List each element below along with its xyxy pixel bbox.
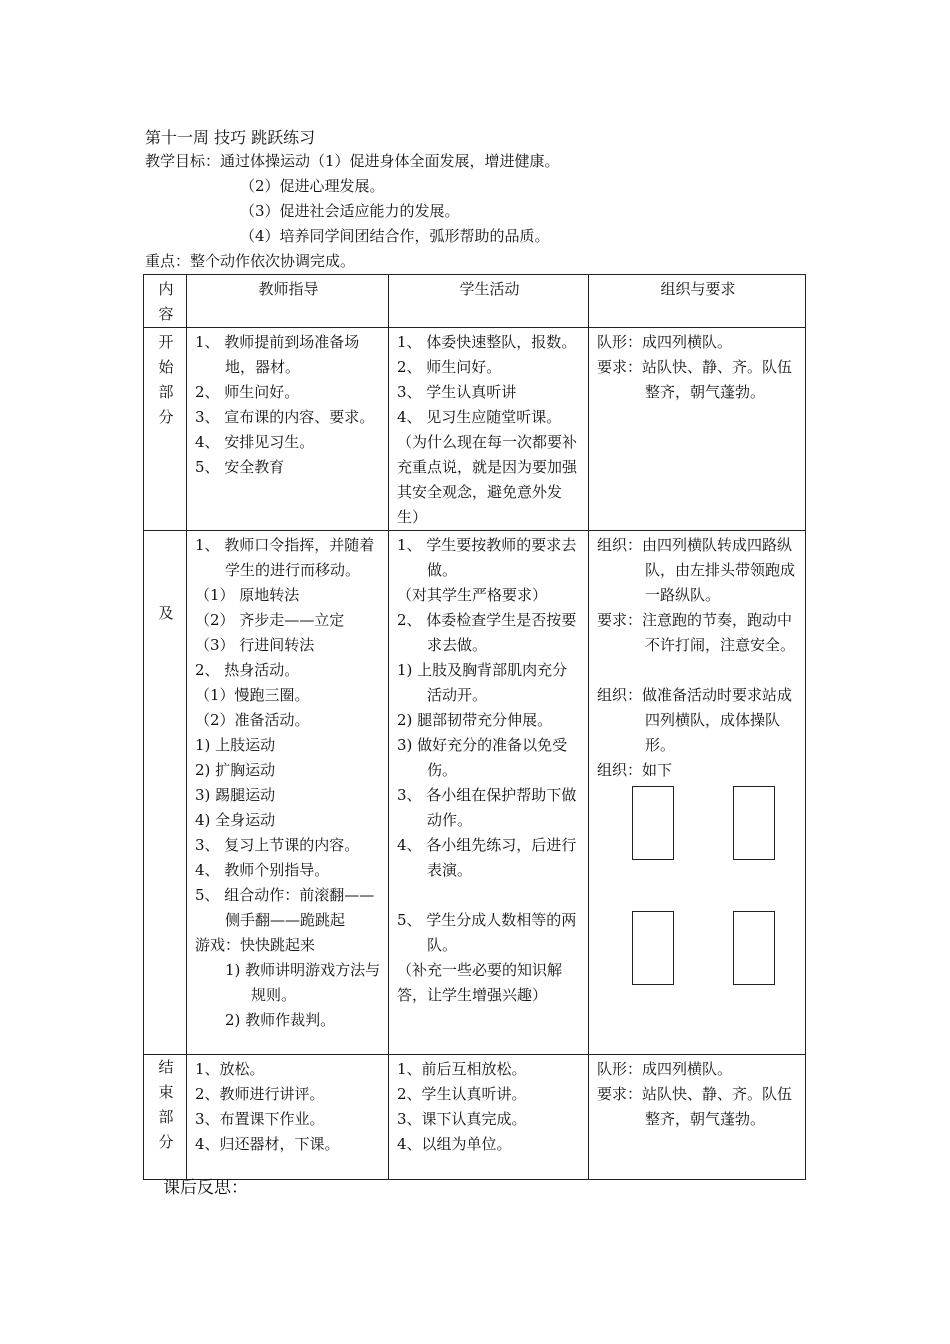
section-char: 部 [158, 383, 174, 401]
row-start-section [144, 328, 806, 531]
section-char: 结 [158, 1058, 174, 1076]
list-item: 3、 学生认真听讲 [397, 383, 517, 401]
list-item: 3、布置课下作业。 [195, 1110, 325, 1128]
list-item: 3、课下认真完成。 [397, 1110, 527, 1128]
list-item: 1) 上肢运动 [195, 736, 276, 754]
list-item: 5、 学生分成人数相等的两队。 [397, 911, 577, 954]
list-item: 1、 教师口令指挥，并随着学生的进行而移动。 [195, 536, 375, 579]
list-item: （2） 齐步走——立定 [195, 611, 345, 629]
list-item: 5、 组合动作：前滚翻——侧手翻——跪跳起 [195, 886, 375, 929]
student-note: （对其学生严格要求） [397, 586, 548, 604]
list-item: 2) 教师作裁判。 [225, 1011, 336, 1029]
org-item: 队形：成四列横队。 [597, 1060, 733, 1078]
list-item: （2）准备活动。 [195, 711, 310, 729]
section-char: 始 [158, 358, 174, 376]
teaching-objective-3: （3）促进社会适应能力的发展。 [240, 202, 460, 220]
header-row [144, 275, 806, 328]
start-student-cell [389, 328, 589, 531]
header-content-char: 内 [158, 280, 174, 298]
lesson-plan-table [143, 274, 806, 1180]
list-item: 2、 体委检查学生是否按要求去做。 [397, 611, 577, 654]
list-item: （1）慢跑三圈。 [195, 686, 310, 704]
section-char: 部 [158, 1108, 174, 1126]
end-teacher-cell [187, 1055, 389, 1180]
team-rect [632, 786, 674, 860]
section-basic-label [144, 531, 187, 1055]
section-char: 开 [158, 333, 174, 351]
list-item: （3） 行进间转法 [195, 636, 315, 654]
list-item: 4、 见习生应随堂听课。 [397, 408, 562, 426]
list-item: 1) 上肢及胸背部肌肉充分活动开。 [397, 661, 568, 704]
row-end-section [144, 1055, 806, 1180]
start-org-cell [589, 328, 806, 531]
header-teacher: 教师指导 [187, 275, 389, 328]
reflection-label: 课后反思： [163, 1178, 248, 1198]
list-item: 3、 复习上节课的内容。 [195, 836, 360, 854]
page-title: 第十一周 技巧 跳跃练习 [145, 128, 316, 147]
spacer [397, 883, 582, 908]
list-item: （1） 原地转法 [195, 586, 300, 604]
list-item: 4、归还器材，下课。 [195, 1135, 340, 1153]
list-item: 2) 扩胸运动 [195, 761, 276, 779]
header-content [144, 275, 187, 328]
list-item: 3、 各小组在保护帮助下做动作。 [397, 786, 577, 829]
list-item: 4、 安排见习生。 [195, 433, 315, 451]
teaching-objective-2: （2）促进心理发展。 [240, 177, 385, 195]
end-org-cell [589, 1055, 806, 1180]
section-start-label [144, 328, 187, 531]
list-item: 4、 教师个别指导。 [195, 861, 330, 879]
teaching-objective-4: （4）培养同学间团结合作，弧形帮助的品质。 [240, 227, 550, 245]
list-item: 4) 全身运动 [195, 811, 276, 829]
basic-teacher-cell [187, 531, 389, 1055]
basic-student-cell [389, 531, 589, 1055]
team-rect [733, 911, 775, 985]
row-basic-section [144, 531, 806, 1055]
header-organization: 组织与要求 [589, 275, 806, 328]
list-item: 1、 教师提前到场准备场地，器材。 [195, 333, 360, 376]
list-item: 4、以组为单位。 [397, 1135, 512, 1153]
list-item: 5、 安全教育 [195, 458, 285, 476]
list-item: 1) 教师讲明游戏方法与规则。 [225, 961, 381, 1004]
key-point: 重点：整个动作依次协调完成。 [145, 252, 356, 270]
list-item: 2、学生认真听讲。 [397, 1085, 527, 1103]
list-item: 2、教师进行讲评。 [195, 1085, 325, 1103]
section-char: 分 [158, 1133, 174, 1151]
end-student-cell [389, 1055, 589, 1180]
list-item: 1、放松。 [195, 1060, 265, 1078]
list-item: 3) 做好充分的准备以免受伤。 [397, 736, 568, 779]
list-item: 4、 各小组先练习，后进行表演。 [397, 836, 577, 879]
header-student: 学生活动 [389, 275, 589, 328]
section-end-label [144, 1055, 187, 1180]
basic-org-cell [589, 531, 806, 1055]
student-note: （为什么现在每一次都要补充重点说，就是因为要加强其安全观念，避免意外发生） [397, 433, 578, 526]
org-item: 组织：如下 [597, 761, 673, 779]
org-item: 要求：站队快、静、齐。队伍整齐，朝气蓬勃。 [597, 1085, 793, 1128]
org-item: 队形：成四列横队。 [597, 333, 733, 351]
list-item: 2、 师生问好。 [195, 383, 300, 401]
team-rect [733, 786, 775, 860]
org-item: 要求：站队快、静、齐。队伍整齐，朝气蓬勃。 [597, 358, 793, 401]
list-item: 2、 师生问好。 [397, 358, 502, 376]
org-item: 组织：做准备活动时要求站成四列横队，成体操队形。 [597, 686, 793, 754]
list-item: 2、 热身活动。 [195, 661, 300, 679]
list-item: 3、 宣布课的内容、要求。 [195, 408, 375, 426]
student-note: （补充一些必要的知识解答，让学生增强兴趣） [397, 961, 563, 1004]
section-char: 束 [158, 1083, 174, 1101]
org-item: 要求：注意跑的节奏，跑动中不许打闹，注意安全。 [597, 611, 796, 654]
section-char: 分 [158, 408, 174, 426]
teaching-objective-1: 教学目标：通过体操运动（1）促进身体全面发展，增进健康。 [145, 152, 560, 170]
list-item: 1、 学生要按教师的要求去做。 [397, 536, 577, 579]
list-item: 2) 腿部韧带充分伸展。 [397, 711, 553, 729]
section-char: 及 [158, 604, 174, 622]
start-teacher-cell [187, 328, 389, 531]
list-item: 3) 踢腿运动 [195, 786, 276, 804]
spacer [597, 658, 799, 683]
formation-diagram [597, 783, 799, 1013]
header-content-char: 容 [158, 305, 174, 323]
list-item: 游戏：快快跳起来 [195, 936, 316, 954]
list-item: 1、前后互相放松。 [397, 1060, 527, 1078]
list-item: 1、 体委快速整队，报数。 [397, 333, 577, 351]
org-item: 组织：由四列横队转成四路纵队，由左排头带领跑成一路纵队。 [597, 536, 796, 604]
team-rect [632, 911, 674, 985]
